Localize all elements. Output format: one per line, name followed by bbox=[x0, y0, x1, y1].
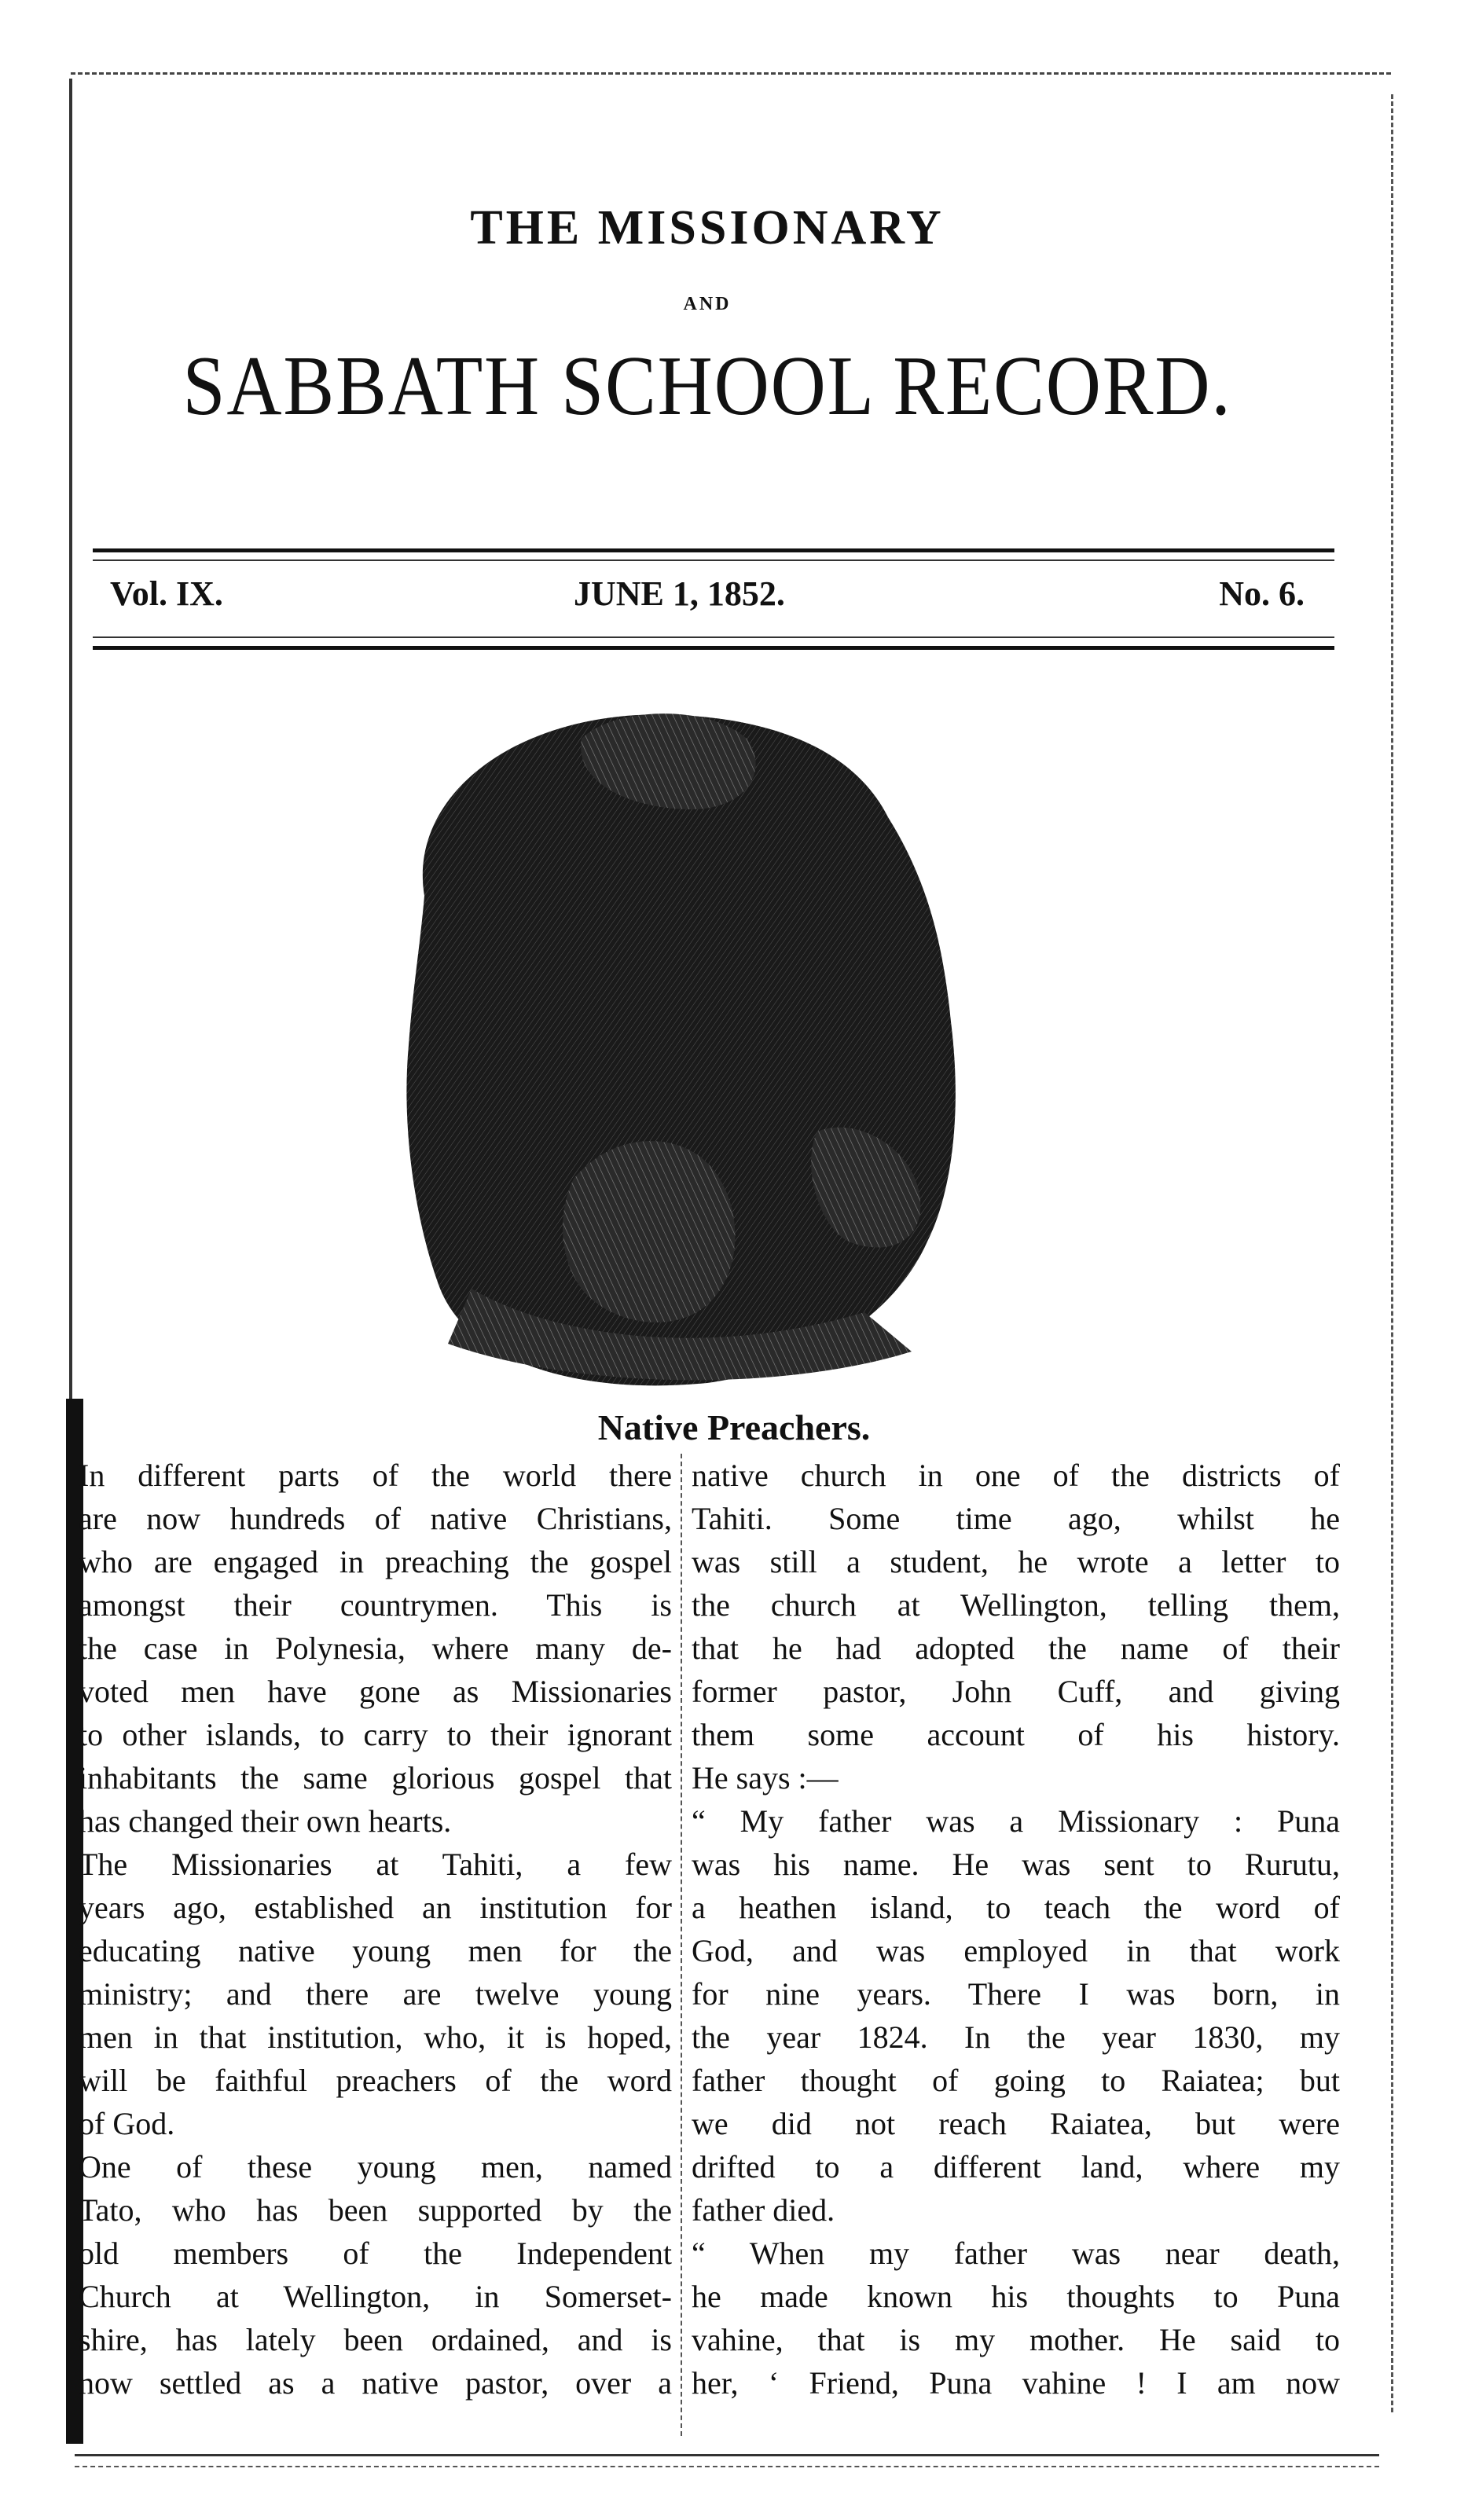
article-text-line: to other islands, to carry to their ignorant bbox=[79, 1717, 672, 1752]
article-text-line: The Missionaries at Tahiti, a few bbox=[79, 1847, 672, 1882]
article-text-line: we did not reach Raiatea, but were bbox=[692, 2106, 1340, 2141]
article-text-line: old members of the Independent bbox=[79, 2236, 672, 2271]
article-text-line: who are engaged in preaching the gospel bbox=[79, 1544, 672, 1579]
masthead-rule-top-thin bbox=[93, 559, 1334, 561]
article-text-line: father died. bbox=[692, 2192, 835, 2228]
page-border-top bbox=[71, 72, 1391, 75]
page-border-bottom-dashed bbox=[75, 2466, 1379, 2467]
article-right-column bbox=[692, 1454, 1340, 2404]
masthead-title-line2: SABBATH SCHOOL RECORD. bbox=[182, 339, 1232, 433]
article-text-line: One of these young men, named bbox=[79, 2149, 672, 2184]
article-text-line: God, and was employed in that work bbox=[692, 1933, 1340, 1968]
article-text-line: In different parts of the world there bbox=[79, 1458, 672, 1493]
masthead-title-and: AND bbox=[683, 294, 732, 314]
article-text-line: inhabitants the same glorious gospel that bbox=[79, 1760, 672, 1796]
article-left-column bbox=[79, 1454, 672, 2404]
article-text-line: was still a student, he wrote a letter to bbox=[692, 1544, 1340, 1579]
article-text-line: former pastor, John Cuff, and giving bbox=[692, 1674, 1340, 1709]
article-text-line: years ago, established an institution for bbox=[79, 1890, 672, 1925]
article-text-line: voted men have gone as Missionaries bbox=[79, 1674, 672, 1709]
article-text-line: the year 1824. In the year 1830, my bbox=[692, 2019, 1340, 2055]
volume-label: Vol. IX. bbox=[110, 574, 223, 613]
article-text-line: the case in Polynesia, where many de- bbox=[79, 1630, 672, 1666]
article-text-line: He says :— bbox=[692, 1760, 839, 1796]
article-text-line: will be faithful preachers of the word bbox=[79, 2063, 672, 2098]
article-text-line: has changed their own hearts. bbox=[79, 1803, 452, 1839]
issue-rule-thin bbox=[93, 636, 1334, 638]
issue-number: No. 6. bbox=[1219, 574, 1305, 613]
article-text-line: Tato, who has been supported by the bbox=[79, 2192, 672, 2228]
article-text-line: “ My father was a Missionary : Puna bbox=[692, 1803, 1340, 1839]
article-text-line: native church in one of the districts of bbox=[692, 1458, 1340, 1493]
issue-line bbox=[110, 574, 1305, 629]
column-divider bbox=[681, 1454, 682, 2436]
engraving-illustration bbox=[377, 691, 1006, 1399]
article-text-line: father thought of going to Raiatea; but bbox=[692, 2063, 1340, 2098]
article-text-line: now settled as a native pastor, over a bbox=[79, 2365, 672, 2401]
article-text-line: drifted to a different land, where my bbox=[692, 2149, 1340, 2184]
article-text-line: Tahiti. Some time ago, whilst he bbox=[692, 1501, 1340, 1536]
article-text-line: was his name. He was sent to Rurutu, bbox=[692, 1847, 1340, 1882]
article-text-line: shire, has lately been ordained, and is bbox=[79, 2322, 672, 2357]
article-text-line: “ When my father was near death, bbox=[692, 2236, 1340, 2271]
article-text-line: of God. bbox=[79, 2106, 175, 2141]
masthead-title-line1: THE MISSIONARY bbox=[470, 201, 945, 255]
article-text-line: Church at Wellington, in Somerset- bbox=[79, 2279, 672, 2314]
article-text-line: educating native young men for the bbox=[79, 1933, 672, 1968]
article-text-line: them some account of his history. bbox=[692, 1717, 1340, 1752]
masthead bbox=[79, 196, 1336, 434]
article-text-line: the church at Wellington, telling them, bbox=[692, 1587, 1340, 1623]
page-border-bottom bbox=[75, 2454, 1379, 2456]
article-text-line: he made known his thoughts to Puna bbox=[692, 2279, 1340, 2314]
article-heading: Native Preachers. bbox=[597, 1407, 871, 1447]
article-text-line: that he had adopted the name of their bbox=[692, 1630, 1340, 1666]
article-text-line: for nine years. There I was born, in bbox=[692, 1976, 1340, 2012]
article-text-line: men in that institution, who, it is hoped, bbox=[79, 2019, 672, 2055]
page-border-right bbox=[1391, 94, 1393, 2412]
issue-date: JUNE 1, 1852. bbox=[574, 574, 785, 613]
article-text-line: amongst their countrymen. This is bbox=[79, 1587, 672, 1623]
article-text-line: are now hundreds of native Christians, bbox=[79, 1501, 672, 1536]
article-text-line: her, ‘ Friend, Puna vahine ! I am now bbox=[692, 2365, 1340, 2401]
article-text-line: ministry; and there are twelve young bbox=[79, 1976, 672, 2012]
article-text-line: a heathen island, to teach the word of bbox=[692, 1890, 1340, 1925]
masthead-rule-top bbox=[93, 548, 1334, 552]
article-text-line: vahine, that is my mother. He said to bbox=[692, 2322, 1340, 2357]
issue-rule-bottom bbox=[93, 646, 1334, 650]
